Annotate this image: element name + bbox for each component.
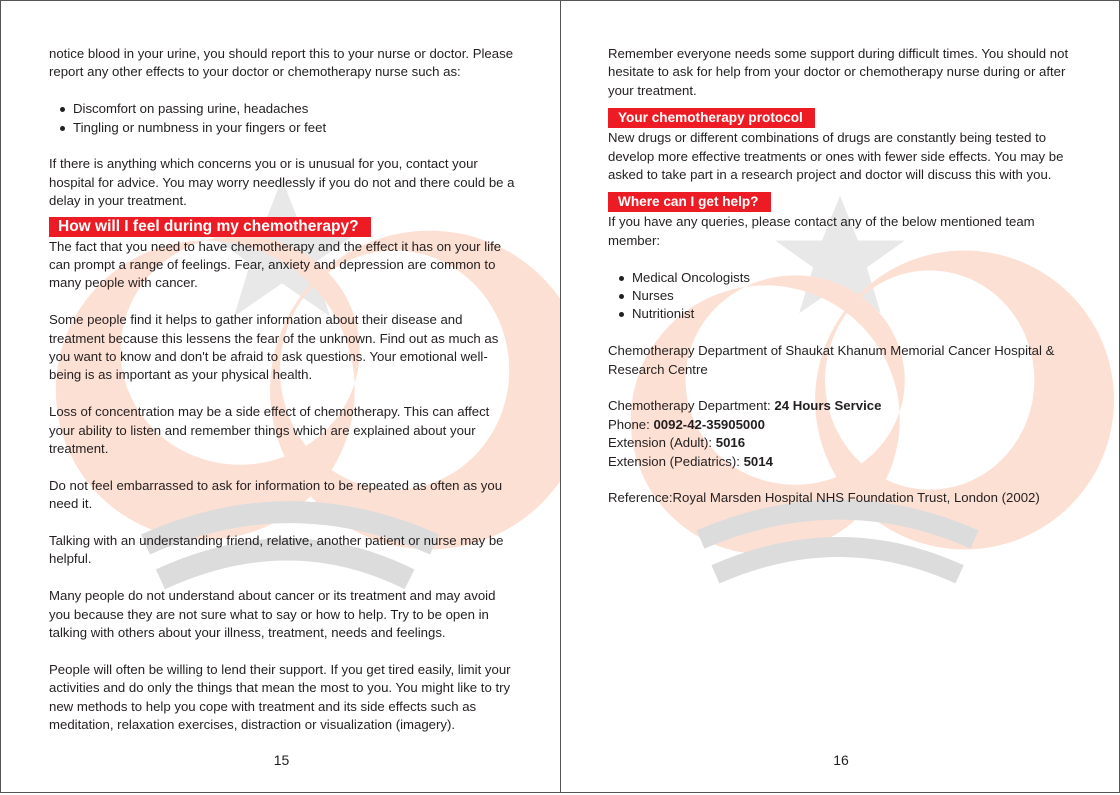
paragraph: Talking with an understanding friend, relative, another patient or nurse may be helpful. <box>49 533 504 567</box>
paragraph: Many people do not understand about cancer or its treatment and may avoid you because they are not sure what to say or how to help. Try to be open in talking with others about your illness, treatment, needs and feelings. <box>49 588 496 641</box>
paragraph: The fact that you need to have chemotherapy and the effect it has on your life can prompt a range of feelings. Fear, anxiety and depression are common to many people with cancer. <box>49 238 502 291</box>
contact-label: Extension (Pediatrics): <box>608 453 744 469</box>
list-item: Medical Oncologists <box>608 269 1076 287</box>
section-heading-wrapper <box>608 192 1076 212</box>
contact-label: Chemotherapy Department: <box>608 398 775 414</box>
team-members-list <box>608 269 1076 324</box>
paragraph: notice blood in your urine, you should report this to your nurse or doctor. Please report any other effects to your doctor or chemotherapy nurse such as: <box>49 46 514 80</box>
page-16 <box>560 0 1120 793</box>
contact-label: Phone: <box>608 416 654 432</box>
paragraph: If there is anything which concerns you or is unusual for you, contact your hospital for advice. You may worry needlessly if you do not and there could be a delay in your treatment. <box>49 156 515 209</box>
paragraph: If you have any queries, please contact any of the below mentioned team member: <box>608 214 1035 248</box>
page-15-content <box>49 45 517 753</box>
paragraph: New drugs or different combinations of drugs are constantly being tested to develop more effective treatments or ones with fewer side effects. You may be asked to take part in a research project and doctor will discuss this with you. <box>608 130 1064 183</box>
section-heading: How will I feel during my chemotherapy? <box>49 217 371 237</box>
contact-value: 5014 <box>743 453 773 469</box>
page-number: 16 <box>833 752 849 768</box>
side-effects-list <box>49 100 517 137</box>
contact-label: Extension (Adult): <box>608 435 716 451</box>
page-number: 15 <box>273 752 290 768</box>
watermark-arc-lower <box>715 547 959 574</box>
page-15 <box>0 0 561 793</box>
paragraph: Loss of concentration may be a side effect of chemotherapy. This can affect your ability to listen and remember things which are explained about your treatment. <box>49 404 490 457</box>
section-heading-help: Where can I get help? <box>608 192 771 212</box>
department-name: Chemotherapy Department of Shaukat Khanum Memorial Cancer Hospital & Research Centre <box>608 343 1055 377</box>
page-16-content <box>608 45 1076 526</box>
paragraph: Remember everyone needs some support during difficult times. You should not hesitate to ask for help from your doctor or chemotherapy nurse during or after your treatment. <box>608 46 1069 98</box>
paragraph: People will often be willing to lend their support. If you get tired easily, limit your activities and do only the things that mean the most to you. You might like to try new methods to help you cope with treatment and its side effects such as meditation, relaxation exercises, distraction or visualization (imagery). <box>49 661 511 733</box>
list-item: Nurses <box>608 287 1076 305</box>
reference: Reference:Royal Marsden Hospital NHS Foundation Trust, London (2002) <box>608 490 1040 506</box>
contact-details <box>608 397 1076 471</box>
section-heading-wrapper <box>608 108 1076 128</box>
contact-value: 0092-42-35905000 <box>653 416 765 432</box>
contact-value: 5016 <box>715 435 746 451</box>
list-item: Discomfort on passing urine, headaches <box>49 100 517 118</box>
list-item: Tingling or numbness in your fingers or feet <box>49 119 517 137</box>
section-heading-protocol: Your chemotherapy protocol <box>608 108 815 128</box>
list-item: Nutritionist <box>608 305 1076 323</box>
contact-value: 24 Hours Service <box>774 398 882 414</box>
paragraph: Do not feel embarrassed to ask for information to be repeated as often as you need it. <box>49 477 503 512</box>
section-heading-wrapper <box>49 217 517 237</box>
paragraph: Some people find it helps to gather information about their disease and treatment because this lessens the fear of the unknown. Find out as much as you want to know and don't be afraid to ask questions. Your emotional well-being is as important as your physical health. <box>49 312 499 383</box>
